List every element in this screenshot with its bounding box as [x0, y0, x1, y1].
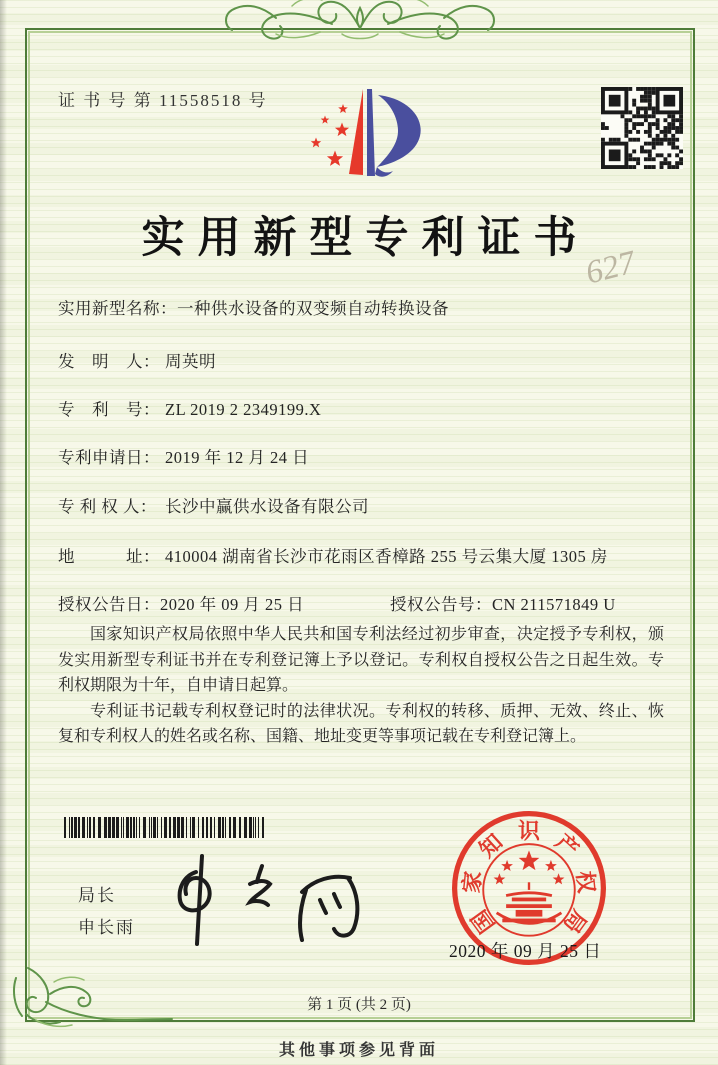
field-value: 410004 湖南省长沙市花雨区香樟路 255 号云集大厦 1305 房: [165, 547, 608, 566]
field-grant-row: [58, 591, 668, 615]
page-number: 第 1 页 (共 2 页): [307, 997, 411, 1013]
field-label: 专 利 号：: [58, 400, 160, 419]
legal-paragraph-2: 专利证书记载专利权登记时的法律状况。专利权的转移、质押、无效、终止、恢复和专利权人的姓名或名称、国籍、地址变更等事项记载在专利登记簿上。: [58, 702, 664, 745]
barcode-icon: [64, 817, 268, 838]
field-value: 一种供水设备的双变频自动转换设备: [177, 299, 449, 318]
svg-text:产: 产: [550, 828, 584, 863]
legal-text: [58, 622, 664, 750]
top-flourish-ornament-icon: [222, 0, 498, 50]
commissioner-name: 申长雨: [78, 918, 135, 937]
field-grant-number: [390, 595, 616, 614]
field-value: 2019 年 12 月 24 日: [165, 448, 310, 467]
field-patent-number: [58, 396, 668, 420]
field-value: CN 211571849 U: [492, 595, 616, 614]
svg-text:家: 家: [458, 869, 486, 895]
field-value: 2020 年 09 月 25 日: [160, 595, 305, 614]
field-label: 授权公告日：: [58, 595, 160, 614]
field-grant-date: [58, 591, 390, 615]
field-utility-model-name: [58, 295, 668, 319]
field-address: [58, 543, 668, 567]
handwritten-signature-icon: [150, 850, 400, 950]
field-value: 长沙中赢供水设备有限公司: [165, 497, 369, 516]
certificate-title: 实用新型专利证书: [141, 215, 590, 262]
field-label: 地 址：: [58, 547, 160, 566]
qr-code-icon: [599, 87, 685, 169]
certificate-number: 证 书 号 第 11558518 号: [58, 91, 268, 110]
svg-text:知: 知: [474, 828, 508, 863]
commissioner-title: 局长: [78, 886, 116, 905]
field-label: 专利申请日：: [58, 448, 160, 467]
field-label: 发 明 人：: [58, 352, 160, 371]
pencil-annotation: 627: [582, 244, 639, 292]
field-value: ZL 2019 2 2349199.X: [165, 400, 322, 419]
field-inventor: [58, 348, 668, 372]
legal-paragraph-1: 国家知识产权局依照中华人民共和国专利法经过初步审查，决定授予专利权，颁发实用新型专利证书并在专利登记簿上予以登记。专利权自授权公告之日起生效。专利权期限为十年，自申请日起算。: [58, 626, 664, 694]
field-label: 授权公告号：: [390, 595, 492, 614]
seal-date: 2020 年 09 月 25 日: [449, 941, 602, 961]
back-side-note: 其他事项参见背面: [278, 1042, 439, 1059]
field-label: 专 利 权 人：: [58, 497, 157, 516]
svg-text:局: 局: [558, 905, 592, 938]
field-filing-date: [58, 444, 668, 468]
svg-text:权: 权: [572, 869, 600, 895]
paper-edge-shadow: [0, 0, 7, 1065]
field-value: 周英明: [165, 352, 216, 371]
svg-text:国: 国: [466, 905, 500, 938]
patent-office-logo-icon: [283, 86, 435, 196]
field-patentee: [58, 493, 668, 517]
field-label: 实用新型名称：: [58, 299, 177, 318]
svg-text:识: 识: [518, 818, 540, 844]
